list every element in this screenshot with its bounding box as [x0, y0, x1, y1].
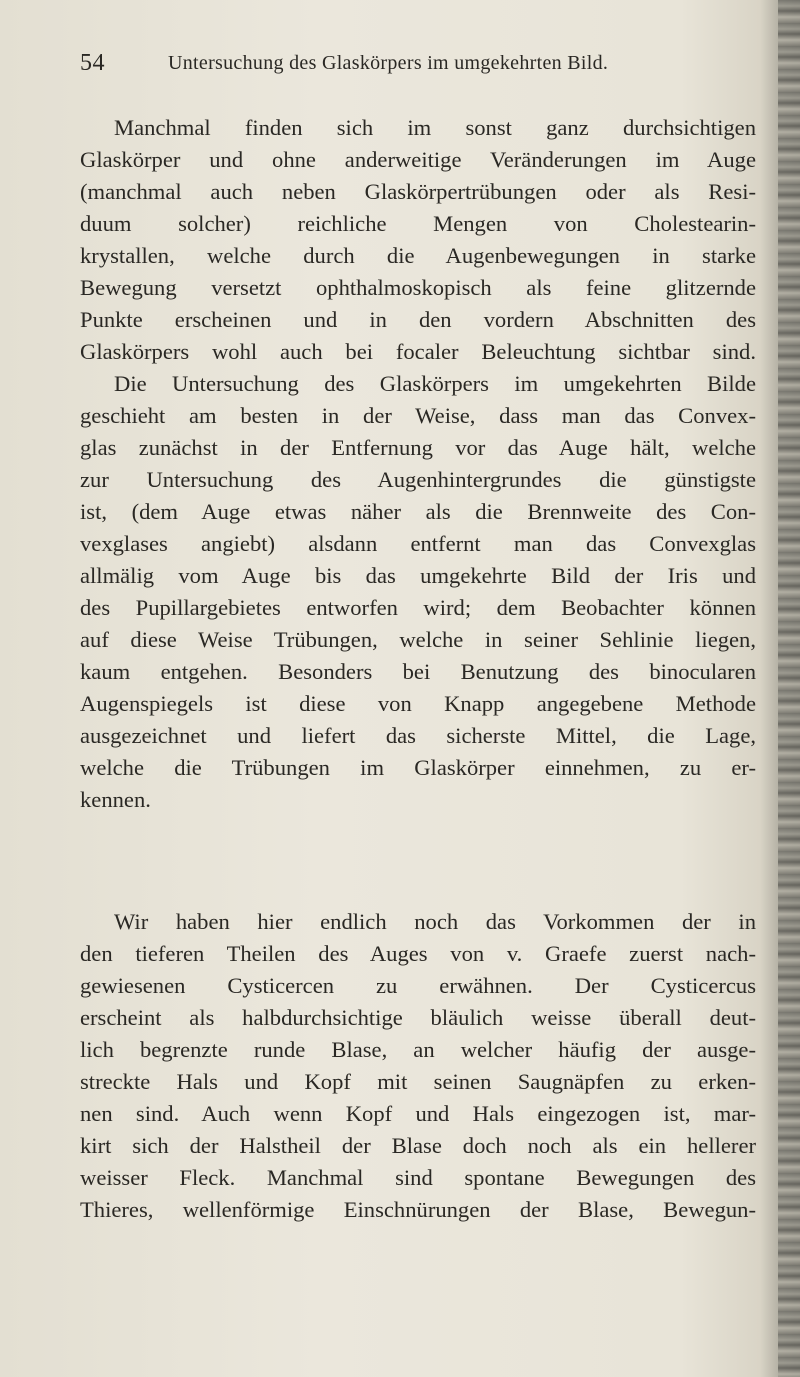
- text-line: allmälig vom Auge bis das umgekehrte Bild der Iris und: [80, 563, 756, 588]
- text-line: kennen.: [80, 787, 151, 812]
- text-line: erscheint als halbdurchsichtige bläulich weisse überall deut-: [80, 1005, 756, 1030]
- text-line: kaum entgehen. Besonders bei Benutzung des binocularen: [80, 659, 756, 684]
- paragraph-cysticercen: [80, 906, 756, 1226]
- text-line: welche die Trübungen im Glaskörper einnehmen, zu er-: [80, 755, 756, 780]
- text-line: Glaskörpers wohl auch bei focaler Beleuchtung sichtbar sind.: [80, 339, 756, 364]
- text-line: den tieferen Theilen des Auges von v. Graefe zuerst nach-: [80, 941, 756, 966]
- text-line: duum solcher) reichliche Mengen von Cholestearin-: [80, 211, 756, 236]
- text-line: gewiesenen Cysticercen zu erwähnen. Der Cysticercus: [80, 973, 756, 998]
- running-title: Untersuchung des Glaskörpers im umgekehrten Bild.: [168, 52, 609, 74]
- text-line: zur Untersuchung des Augenhintergrundes die günstigste: [80, 467, 756, 492]
- text-line: lich begrenzte runde Blase, an welcher häufig der ausge-: [80, 1037, 756, 1062]
- page-header: [80, 50, 760, 80]
- page-edge-shadow: [778, 0, 800, 1377]
- text-line: glas zunächst in der Entfernung vor das Auge hält, welche: [80, 435, 756, 460]
- paragraph-cholestearin: [80, 112, 756, 816]
- text-line: Augenspiegels ist diese von Knapp angegebene Methode: [80, 691, 756, 716]
- text-line: krystallen, welche durch die Augenbewegungen in starke: [80, 243, 756, 268]
- text-line: Thieres, wellenförmige Einschnürungen der Blase, Bewegun-: [80, 1197, 756, 1222]
- text-line: geschieht am besten in der Weise, dass man das Convex-: [80, 403, 756, 428]
- text-line: kirt sich der Halstheil der Blase doch noch als ein hellerer: [80, 1133, 756, 1158]
- text-line: Die Untersuchung des Glaskörpers im umgekehrten Bilde: [114, 371, 756, 396]
- text-line: (manchmal auch neben Glaskörpertrübungen oder als Resi-: [80, 179, 756, 204]
- text-line: vexglases angiebt) alsdann entfernt man das Convexglas: [80, 531, 756, 556]
- text-line: Wir haben hier endlich noch das Vorkommen der in: [114, 909, 756, 934]
- text-line: nen sind. Auch wenn Kopf und Hals eingezogen ist, mar-: [80, 1101, 756, 1126]
- text-line: ausgezeichnet und liefert das sicherste Mittel, die Lage,: [80, 723, 756, 748]
- text-line: weisser Fleck. Manchmal sind spontane Bewegungen des: [80, 1165, 756, 1190]
- page-number: 54: [80, 50, 105, 76]
- text-line: auf diese Weise Trübungen, welche in seiner Sehlinie liegen,: [80, 627, 756, 652]
- text-line: Punkte erscheinen und in den vordern Abschnitten des: [80, 307, 756, 332]
- text-line: Bewegung versetzt ophthalmoskopisch als feine glitzernde: [80, 275, 756, 300]
- text-line: des Pupillargebietes entworfen wird; dem Beobachter können: [80, 595, 756, 620]
- text-line: Manchmal finden sich im sonst ganz durchsichtigen: [114, 115, 756, 140]
- text-line: ist, (dem Auge etwas näher als die Brennweite des Con-: [80, 499, 756, 524]
- text-line: Glaskörper und ohne anderweitige Veränderungen im Auge: [80, 147, 756, 172]
- text-line: streckte Hals und Kopf mit seinen Saugnäpfen zu erken-: [80, 1069, 756, 1094]
